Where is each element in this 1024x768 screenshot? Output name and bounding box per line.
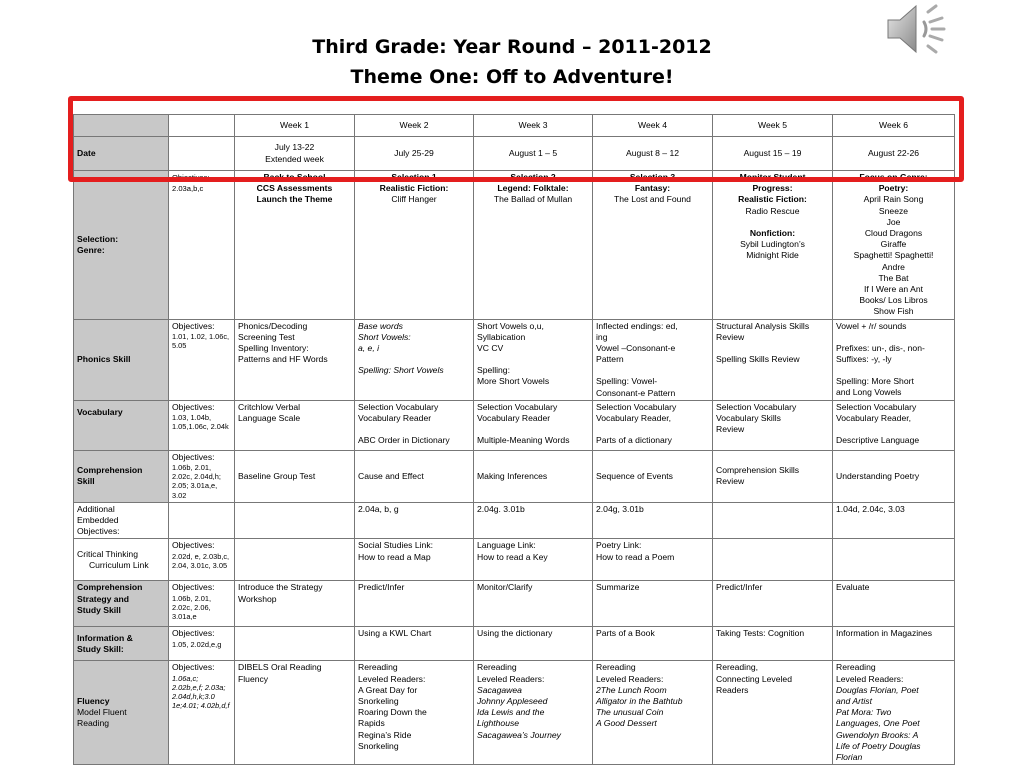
information-cell: Information in Magazines xyxy=(833,627,955,661)
cell-line: Lighthouse xyxy=(477,718,520,729)
cell-line: Suffixes: -y, -ly xyxy=(836,354,892,365)
information-cell xyxy=(235,627,355,661)
vocabulary-cell xyxy=(713,400,833,450)
date-cell: August 8 – 12 xyxy=(593,137,713,171)
cell-line: Patterns and HF Words xyxy=(238,354,328,365)
information-cell: Using the dictionary xyxy=(474,627,593,661)
cell-line: The Bat xyxy=(878,272,909,283)
cell-line: Rapids xyxy=(358,718,385,729)
week-header-row xyxy=(74,115,955,137)
critical-cell xyxy=(593,539,713,581)
line-gap xyxy=(596,424,709,435)
information-row xyxy=(74,627,955,661)
page-title: Third Grade: Year Round – 2011-2012 xyxy=(312,36,712,58)
cell-line: Prefixes: un-, dis-, non- xyxy=(836,342,925,353)
cell-line: Legend: Folktale: xyxy=(497,183,569,194)
cell-line: Ida Lewis and the xyxy=(477,707,545,718)
cell-line: Selection Vocabulary xyxy=(358,401,439,412)
cell-line: Vowel –Consonant-e xyxy=(596,343,676,354)
cell-line: Poetry: xyxy=(878,183,909,194)
phonics-cell xyxy=(474,319,593,400)
cell-line: Vowel + /r/ sounds xyxy=(836,320,907,331)
critical-thinking-row xyxy=(74,539,955,581)
cell-line: Cliff Hanger xyxy=(391,194,437,205)
objectives-label: Objectives: xyxy=(172,662,215,673)
strategy-cell: Predict/Infer xyxy=(713,581,833,627)
date-cell: August 22-26 xyxy=(833,137,955,171)
cell-line: Selection Vocabulary xyxy=(716,401,797,412)
line-gap xyxy=(836,424,951,435)
cell-line: Douglas Florian, Poet xyxy=(836,684,919,695)
cell-line: Consonant-e Pattern xyxy=(596,387,676,398)
fluency-cell xyxy=(713,661,833,765)
date-cell: August 1 – 5 xyxy=(474,137,593,171)
row-label-selection: Selection: Genre: xyxy=(74,171,169,320)
cell-line: Social Studies Link: xyxy=(358,540,433,551)
cell-line: Critchlow Verbal xyxy=(238,401,301,412)
objectives-codes: 1.06b, 2.01, 2.02c, 2.06, 3.01a,e xyxy=(172,593,212,622)
row-label-embedded: Additional Embedded Objectives: xyxy=(74,502,169,539)
row-label-date: Date xyxy=(74,137,169,171)
cell-line: CCS Assessments xyxy=(256,183,333,194)
date-cell: August 15 – 19 xyxy=(713,137,833,171)
comprehension-cell: Understanding Poetry xyxy=(833,450,955,502)
cell-line: Rereading, xyxy=(716,662,759,673)
cell-line: Rereading xyxy=(596,662,636,673)
cell-line: and Long Vowels xyxy=(836,387,902,398)
cell-line: Vocabulary Skills xyxy=(716,413,781,424)
cell-line: A Good Dessert xyxy=(596,718,657,729)
row-label-phonics: Phonics Skill xyxy=(74,319,169,400)
cell-line: Florian xyxy=(836,752,863,763)
cell-line: Alligator in the Bathtub xyxy=(596,696,683,707)
fluency-cell xyxy=(474,661,593,765)
cell-line: Sacagawea’s Journey xyxy=(477,729,561,740)
comprehension-cell: Sequence of Events xyxy=(593,450,713,502)
page-subtitle: Theme One: Off to Adventure! xyxy=(350,66,674,88)
line-gap xyxy=(836,365,951,376)
cell-line: How to read a Map xyxy=(358,551,431,562)
cell-line: Midnight Ride xyxy=(746,250,799,261)
objectives-codes: 1.06b, 2.01, 2.02c, 2.04d,h; 2.05; 3.01a,e, 3.02 xyxy=(172,463,221,500)
cell-line: Languages, One Poet xyxy=(836,718,920,729)
objectives-cell xyxy=(169,450,235,502)
cell-line: Selection 3 xyxy=(629,172,676,182)
line-gap xyxy=(477,354,589,365)
fluency-cell xyxy=(355,661,474,765)
cell-line: Parts of a dictionary xyxy=(596,435,672,446)
row-label-information: Information & Study Skill: xyxy=(74,627,169,661)
cell-line: How to read a Poem xyxy=(596,551,675,562)
selection-cell xyxy=(474,171,593,320)
phonics-cell xyxy=(235,319,355,400)
cell-line: Syllabication xyxy=(477,331,526,342)
cell-line: A Great Day for xyxy=(358,684,418,695)
cell-line: Leveled Readers: xyxy=(477,673,545,684)
curriculum-table xyxy=(73,114,955,765)
embedded-cell: 2.04g. 3.01b xyxy=(474,502,593,539)
embedded-cell: 2.04a, b, g xyxy=(355,502,474,539)
cell-line: VC CV xyxy=(477,343,504,354)
vocabulary-cell xyxy=(474,400,593,450)
cell-line: Spelling Skills Review xyxy=(716,354,800,365)
week-header: Week 5 xyxy=(713,115,833,137)
cell-line: If I Were an Ant xyxy=(863,284,924,295)
vocabulary-cell xyxy=(235,400,355,450)
cell-line: Fantasy: xyxy=(634,183,671,194)
objectives-label: Objectives: xyxy=(172,582,215,593)
cell-line: Spelling: More Short xyxy=(836,376,914,387)
cell-line: Base words xyxy=(358,320,403,331)
strategy-cell: Evaluate xyxy=(833,581,955,627)
cell-line: Focus on Genre: xyxy=(859,172,928,182)
objectives-codes: 1.03, 1.04b, 1.05,1.06c, 2.04k xyxy=(172,413,229,432)
comprehension-skill-row xyxy=(74,450,955,502)
selection-row xyxy=(74,171,955,320)
week-header: Week 1 xyxy=(235,115,355,137)
selection-cell xyxy=(833,171,955,320)
objectives-cell xyxy=(169,661,235,765)
information-cell: Using a KWL Chart xyxy=(355,627,474,661)
cell-line: Launch the Theme xyxy=(256,194,333,205)
cell-line: Sybil Ludington’s xyxy=(740,239,805,250)
cell-line: Life of Poetry Douglas xyxy=(836,740,921,751)
cell-line: a, e, i xyxy=(358,343,380,354)
line-gap xyxy=(358,424,470,435)
comprehension-cell: Making Inferences xyxy=(474,450,593,502)
cell-line: ing xyxy=(596,331,608,342)
objectives-cell xyxy=(169,502,235,539)
cell-line: Back to School xyxy=(263,172,326,182)
cell-line: Gwendolyn Brooks: A xyxy=(836,729,919,740)
cell-line: Spelling: Vowel- xyxy=(596,376,658,387)
critical-cell xyxy=(235,539,355,581)
objectives-cell: Objectives: 2.03a,b,c xyxy=(169,171,235,320)
cell-line: Giraffe xyxy=(880,239,907,250)
date-cell: July 25-29 xyxy=(355,137,474,171)
cell-line: Vocabulary Reader xyxy=(477,413,551,424)
cell-line: Radio Rescue xyxy=(745,205,800,216)
cell-line: Realistic Fiction: xyxy=(379,183,449,194)
cell-line: Leveled Readers: xyxy=(836,673,904,684)
cell-line: Progress: xyxy=(752,183,793,194)
objectives-cell xyxy=(169,581,235,627)
date-row xyxy=(74,137,955,171)
cell-line: Screening Test xyxy=(238,331,295,342)
cell-line: and Artist xyxy=(836,696,872,707)
cell-line: Spelling: Short Vowels xyxy=(358,365,444,376)
cell-line: Connecting Leveled xyxy=(716,673,792,684)
cell-line: Spelling: xyxy=(477,365,510,376)
date-objectives-cell xyxy=(169,137,235,171)
fluency-cell xyxy=(593,661,713,765)
cell-line: Realistic Fiction: xyxy=(738,194,807,205)
objectives-label: Objectives: xyxy=(172,451,215,462)
comprehension-cell: Cause and Effect xyxy=(355,450,474,502)
critical-cell xyxy=(474,539,593,581)
week-header: Week 3 xyxy=(474,115,593,137)
cell-line: Rereading xyxy=(836,662,876,673)
date-line: July 13-22 Extended week xyxy=(265,142,324,164)
row-label-vocabulary: Vocabulary xyxy=(74,400,169,450)
information-cell: Taking Tests: Cognition xyxy=(713,627,833,661)
cell-line: Vocabulary Reader xyxy=(358,413,432,424)
line-gap xyxy=(716,343,829,354)
cell-line: Nonfiction: xyxy=(749,227,796,238)
cell-line: Roaring Down the xyxy=(358,707,427,718)
cell-line: The unusual Coin xyxy=(596,707,664,718)
selection-cell xyxy=(355,171,474,320)
line-gap xyxy=(477,424,589,435)
information-cell: Parts of a Book xyxy=(593,627,713,661)
cell-line: Joe xyxy=(886,216,901,227)
cell-line: Rereading xyxy=(477,662,517,673)
objectives-label: Objectives: xyxy=(172,540,215,551)
cell-line: Descriptive Language xyxy=(836,435,920,446)
strategy-cell: Introduce the Strategy Workshop xyxy=(235,581,355,627)
vocabulary-cell xyxy=(355,400,474,450)
week-header: Week 2 xyxy=(355,115,474,137)
cell-line: Cloud Dragons xyxy=(864,228,923,239)
cell-line: Vocabulary Reader, xyxy=(596,413,672,424)
row-label-fluency xyxy=(74,661,169,765)
fluency-cell xyxy=(833,661,955,765)
objectives-cell xyxy=(169,539,235,581)
selection-cell xyxy=(235,171,355,320)
cell-line: Phonics/Decoding xyxy=(238,320,308,331)
objectives-cell xyxy=(169,400,235,450)
strategy-cell: Summarize xyxy=(593,581,713,627)
line-gap xyxy=(358,354,470,365)
row-label-critical-thinking: Critical Thinking Curriculum Link xyxy=(74,539,169,581)
phonics-row xyxy=(74,319,955,400)
critical-cell xyxy=(833,539,955,581)
cell-line: Monitor Student xyxy=(739,172,806,182)
cell-line: Leveled Readers: xyxy=(596,673,664,684)
cell-line: Selection 2 xyxy=(510,172,556,182)
objectives-label: Objectives: xyxy=(172,401,215,412)
row-label-strategy: Comprehension Strategy and Study Skill xyxy=(74,581,169,627)
cell-line: Fluency xyxy=(238,673,269,684)
fluency-label-sub: Model Fluent Reading xyxy=(77,707,127,729)
corner-cell xyxy=(74,115,169,137)
cell-line: Regina’s Ride xyxy=(358,729,412,740)
cell-line: Selection 1 xyxy=(391,172,437,182)
fluency-row xyxy=(74,661,955,765)
critical-cell xyxy=(355,539,474,581)
objectives-codes: 1.05, 2.02d,e,g xyxy=(172,639,222,649)
cell-line: Pat Mora: Two xyxy=(836,707,892,718)
week-header: Week 4 xyxy=(593,115,713,137)
date-cell xyxy=(235,137,355,171)
phonics-cell xyxy=(713,319,833,400)
embedded-cell: 2.04g, 3.01b xyxy=(593,502,713,539)
cell-line: Short Vowels: xyxy=(358,331,411,342)
cell-line: Pattern xyxy=(596,354,624,365)
comprehension-cell: Comprehension Skills Review xyxy=(713,450,833,502)
cell-line: Poetry Link: xyxy=(596,540,642,551)
objectives-label: Objectives: xyxy=(172,320,215,331)
cell-line: ABC Order in Dictionary xyxy=(358,435,450,446)
cell-line: Sacagawea xyxy=(477,684,522,695)
embedded-cell: 1.04d, 2.04c, 3.03 xyxy=(833,502,955,539)
phonics-cell xyxy=(355,319,474,400)
line-gap xyxy=(716,217,829,228)
vocabulary-cell xyxy=(593,400,713,450)
objectives-codes: 1.06a,c; 2.02b,e,f; 2.03a; 2.04d,h,k;3.0 1e;4.01; 4.02b,d,f xyxy=(172,673,230,711)
cell-line: Selection Vocabulary xyxy=(596,401,677,412)
cell-line: The Ballad of Mullan xyxy=(493,194,573,205)
cell-line: Review xyxy=(716,424,745,435)
cell-line: Structural Analysis Skills xyxy=(716,320,810,331)
cell-line: Inflected endings: ed, xyxy=(596,320,678,331)
phonics-cell xyxy=(593,319,713,400)
objectives-codes: 2.02d, e, 2.03b,c, 2.04, 3.01c, 3.05 xyxy=(172,551,230,570)
cell-line: Multiple-Meaning Words xyxy=(477,435,570,446)
cell-line: April Rain Song xyxy=(863,194,924,205)
objectives-label: Objectives: xyxy=(172,628,215,639)
objectives-codes: 1.01, 1.02, 1.06c, 5.05 xyxy=(172,331,230,351)
embedded-cell xyxy=(713,502,833,539)
cell-line: Language Link: xyxy=(477,540,536,551)
cell-line: Spelling Inventory: xyxy=(238,343,309,354)
strategy-cell: Predict/Infer xyxy=(355,581,474,627)
embedded-cell xyxy=(235,502,355,539)
cell-line: Selection Vocabulary xyxy=(477,401,558,412)
cell-line: Readers xyxy=(716,684,749,695)
cell-line: Leveled Readers: xyxy=(358,673,426,684)
cell-line: Spaghetti! Spaghetti! xyxy=(853,250,934,261)
cell-line: Language Scale xyxy=(238,413,301,424)
objectives-cell xyxy=(169,627,235,661)
speaker-sound-icon[interactable] xyxy=(884,0,954,58)
line-gap xyxy=(596,365,709,376)
cell-line: 2The Lunch Room xyxy=(596,684,667,695)
cell-line: Sneeze xyxy=(878,205,909,216)
phonics-cell xyxy=(833,319,955,400)
embedded-objectives-row xyxy=(74,502,955,539)
cell-line: Short Vowels o,u, xyxy=(477,320,544,331)
week-header: Week 6 xyxy=(833,115,955,137)
line-gap xyxy=(836,332,951,343)
cell-line: The Lost and Found xyxy=(614,194,691,205)
cell-line: DIBELS Oral Reading xyxy=(238,662,322,673)
vocabulary-cell xyxy=(833,400,955,450)
strategy-row xyxy=(74,581,955,627)
fluency-cell xyxy=(235,661,355,765)
cell-line: More Short Vowels xyxy=(477,376,550,387)
selection-cell xyxy=(593,171,713,320)
vocabulary-row xyxy=(74,400,955,450)
objectives-header-cell xyxy=(169,115,235,137)
cell-line: Snorkeling xyxy=(358,696,399,707)
fluency-label-title: Fluency xyxy=(77,696,110,707)
cell-line: Snorkeling xyxy=(358,740,399,751)
cell-line: How to read a Key xyxy=(477,551,548,562)
strategy-cell: Monitor/Clarify xyxy=(474,581,593,627)
cell-line: Vocabulary Reader, xyxy=(836,413,912,424)
cell-line: Rereading xyxy=(358,662,398,673)
cell-line: Johnny Appleseed xyxy=(477,696,548,707)
cell-line: Show Fish xyxy=(873,306,914,317)
critical-cell xyxy=(713,539,833,581)
selection-cell xyxy=(713,171,833,320)
row-label-comprehension: Comprehension Skill xyxy=(74,450,169,502)
objectives-cell xyxy=(169,319,235,400)
cell-line: Books/ Los Libros xyxy=(859,295,928,306)
cell-line: Selection Vocabulary xyxy=(836,401,917,412)
comprehension-cell: Baseline Group Test xyxy=(235,450,355,502)
cell-line: Review xyxy=(716,331,745,342)
cell-line: Andre xyxy=(882,261,905,272)
